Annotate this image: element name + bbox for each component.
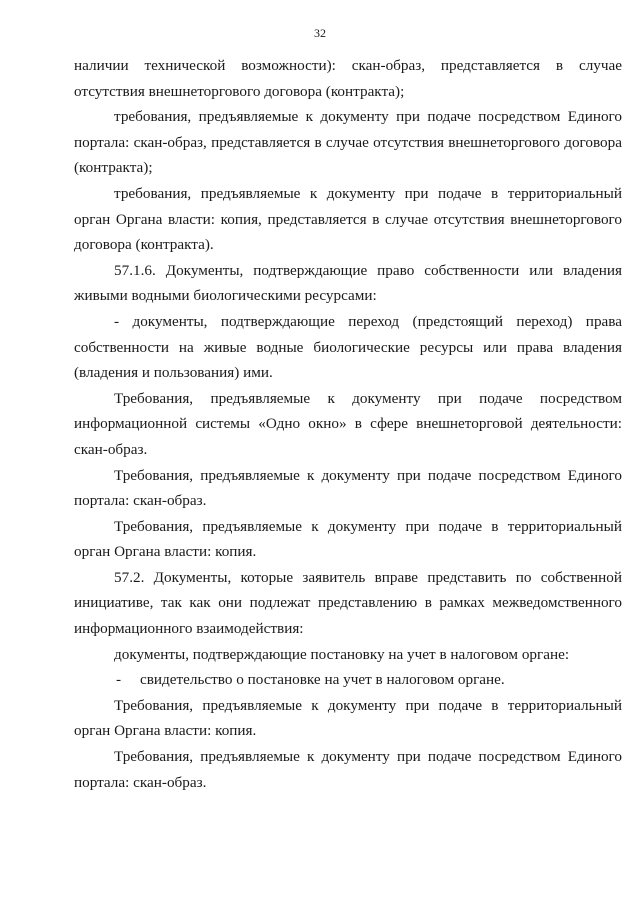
page-content (74, 53, 622, 795)
paragraph-5: - документы, подтверждающие переход (предстоящий переход) права собственности на живые водные биологические ресурсы или права владения (владения и пользования) ими. (74, 312, 622, 382)
paragraph-8: Требования, предъявляемые к документу при подаче в территориальный орган Органа власти: копия. (74, 517, 622, 561)
bullet-text: свидетельство о постановке на учет в налоговом органе. (140, 671, 505, 689)
paragraph-10: документы, подтверждающие постановку на учет в налоговом органе: (114, 645, 570, 663)
paragraph-9: 57.2. Документы, которые заявитель вправе представить по собственной инициативе, так как они подлежат представлению в рамках межведомственного информационного взаимодействия: (74, 568, 622, 638)
paragraph-11: Требования, предъявляемые к документу при подаче в территориальный орган Органа власти: копия. (74, 696, 622, 740)
paragraph-3: требования, предъявляемые к документу при подаче в территориальный орган Органа власти: копия, представляется в случае отсутствия внешнеторгового договора (контракта). (74, 184, 622, 254)
paragraph-2: требования, предъявляемые к документу при подаче посредством Единого портала: скан-образ, представляется в случае отсутствия внешнеторгового договора (контракта); (74, 108, 622, 177)
paragraph-7: Требования, предъявляемые к документу при подаче посредством Единого портала: скан-образ. (74, 466, 622, 510)
bullet-item (74, 667, 622, 693)
page-number: 32 (314, 26, 326, 40)
paragraph-6: Требования, предъявляемые к документу при подаче посредством информационной системы «Одно окно» в сфере внешнеторговой деятельности: скан-образ. (74, 389, 622, 458)
paragraph-12: Требования, предъявляемые к документу при подаче посредством Единого портала: скан-образ. (74, 748, 622, 791)
bullet-dash: - (116, 671, 122, 689)
paragraph-1: наличии технической возможности): скан-образ, представляется в случае отсутствия внешнеторгового договора (контракта); (74, 57, 622, 100)
paragraph-4: 57.1.6. Документы, подтверждающие право собственности или владения живыми водными биологическими ресурсами: (74, 261, 622, 305)
